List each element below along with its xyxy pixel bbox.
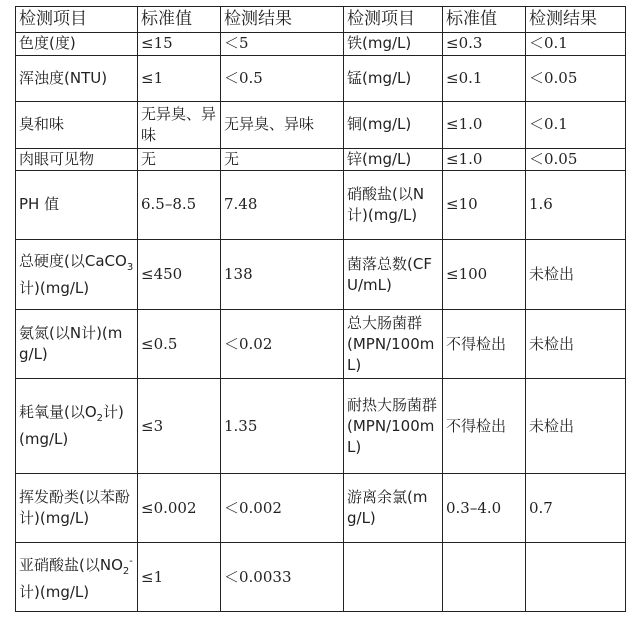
cell-item: 浑浊度(NTU) — [16, 55, 138, 102]
cell-standard: ≤0.002 — [138, 474, 221, 543]
cell-standard: ≤1 — [138, 543, 221, 612]
cell-standard: 不得检出 — [443, 310, 526, 379]
cell-result: 0.7 — [526, 474, 626, 543]
cell-result: ＜0.002 — [221, 474, 344, 543]
cell-item: 总大肠菌群(MPN/100mL) — [344, 310, 443, 379]
header-standard-1: 标准值 — [138, 7, 221, 33]
cell-standard: ≤450 — [138, 239, 221, 310]
cell-item: 锌(mg/L) — [344, 148, 443, 170]
cell-standard: 6.5–8.5 — [138, 170, 221, 239]
table-row — [16, 310, 626, 379]
cell-item-text: 总硬度(以CaCO — [19, 251, 127, 270]
table-row — [16, 148, 626, 170]
header-standard-2: 标准值 — [443, 7, 526, 33]
cell-result: 无 — [221, 148, 344, 170]
cell-item: 硝酸盐(以N计)(mg/L) — [344, 170, 443, 239]
cell-result: 7.48 — [221, 170, 344, 239]
cell-item: 肉眼可见物 — [16, 148, 138, 170]
cell-item: 臭和味 — [16, 102, 138, 149]
cell-item — [16, 239, 138, 310]
cell-item-subscript: 2 — [122, 566, 130, 578]
table-row — [16, 102, 626, 149]
cell-standard: 无 — [138, 148, 221, 170]
cell-result: ＜0.5 — [221, 55, 344, 102]
cell-result: ＜0.0033 — [221, 543, 344, 612]
cell-result: ＜0.1 — [526, 33, 626, 55]
table-row — [16, 170, 626, 239]
cell-item — [344, 543, 443, 612]
cell-item-superscript: - — [129, 556, 133, 568]
cell-item-text: 耗氧量(以O — [19, 403, 97, 422]
cell-item: 氨氮(以N计)(mg/L) — [16, 310, 138, 379]
cell-item: 色度(度) — [16, 33, 138, 55]
cell-standard: ≤0.3 — [443, 33, 526, 55]
cell-item: 铁(mg/L) — [344, 33, 443, 55]
cell-item-text: 计)(mg/L) — [19, 403, 124, 449]
cell-standard: ≤0.5 — [138, 310, 221, 379]
cell-standard: ≤100 — [443, 239, 526, 310]
cell-item — [16, 543, 138, 612]
water-quality-table — [15, 6, 626, 612]
header-result-2: 检测结果 — [526, 7, 626, 33]
cell-standard: ≤1.0 — [443, 148, 526, 170]
cell-result — [526, 543, 626, 612]
cell-item: PH 值 — [16, 170, 138, 239]
table-row — [16, 474, 626, 543]
cell-item: 挥发酚类(以苯酚计)(mg/L) — [16, 474, 138, 543]
cell-standard: 无异臭、异味 — [138, 102, 221, 149]
header-item-2: 检测项目 — [344, 7, 443, 33]
table-row — [16, 379, 626, 474]
table-row — [16, 543, 626, 612]
cell-item-subscript: 2 — [96, 413, 104, 425]
cell-result: 1.35 — [221, 379, 344, 474]
cell-standard: ≤3 — [138, 379, 221, 474]
header-item-1: 检测项目 — [16, 7, 138, 33]
cell-result: 未检出 — [526, 379, 626, 474]
cell-standard: ≤1.0 — [443, 102, 526, 149]
water-quality-table-container — [15, 6, 625, 612]
cell-item — [16, 379, 138, 474]
cell-item: 游离余氯(mg/L) — [344, 474, 443, 543]
table-row — [16, 239, 626, 310]
table-row — [16, 55, 626, 102]
cell-item: 铜(mg/L) — [344, 102, 443, 149]
cell-result: ＜5 — [221, 33, 344, 55]
cell-standard: ≤10 — [443, 170, 526, 239]
cell-item: 耐热大肠菌群(MPN/100mL) — [344, 379, 443, 474]
cell-standard: 0.3–4.0 — [443, 474, 526, 543]
cell-result: ＜0.1 — [526, 102, 626, 149]
cell-item: 菌落总数(CFU/mL) — [344, 239, 443, 310]
cell-standard: ≤0.1 — [443, 55, 526, 102]
cell-result: ＜0.02 — [221, 310, 344, 379]
cell-standard — [443, 543, 526, 612]
cell-result: 未检出 — [526, 310, 626, 379]
cell-item-text: 亚硝酸盐(以NO — [19, 556, 123, 575]
table-row — [16, 33, 626, 55]
cell-standard: 不得检出 — [443, 379, 526, 474]
cell-result: 1.6 — [526, 170, 626, 239]
cell-item-text: 计)(mg/L) — [19, 278, 90, 297]
cell-item-subscript: 3 — [126, 261, 134, 273]
cell-item: 锰(mg/L) — [344, 55, 443, 102]
table-header-row — [16, 7, 626, 33]
cell-result: 未检出 — [526, 239, 626, 310]
cell-result: 无异臭、异味 — [221, 102, 344, 149]
cell-result: ＜0.05 — [526, 148, 626, 170]
cell-standard: ≤15 — [138, 33, 221, 55]
cell-item-text: 计)(mg/L) — [19, 583, 90, 602]
cell-standard: ≤1 — [138, 55, 221, 102]
header-result-1: 检测结果 — [221, 7, 344, 33]
cell-result: 138 — [221, 239, 344, 310]
cell-result: ＜0.05 — [526, 55, 626, 102]
